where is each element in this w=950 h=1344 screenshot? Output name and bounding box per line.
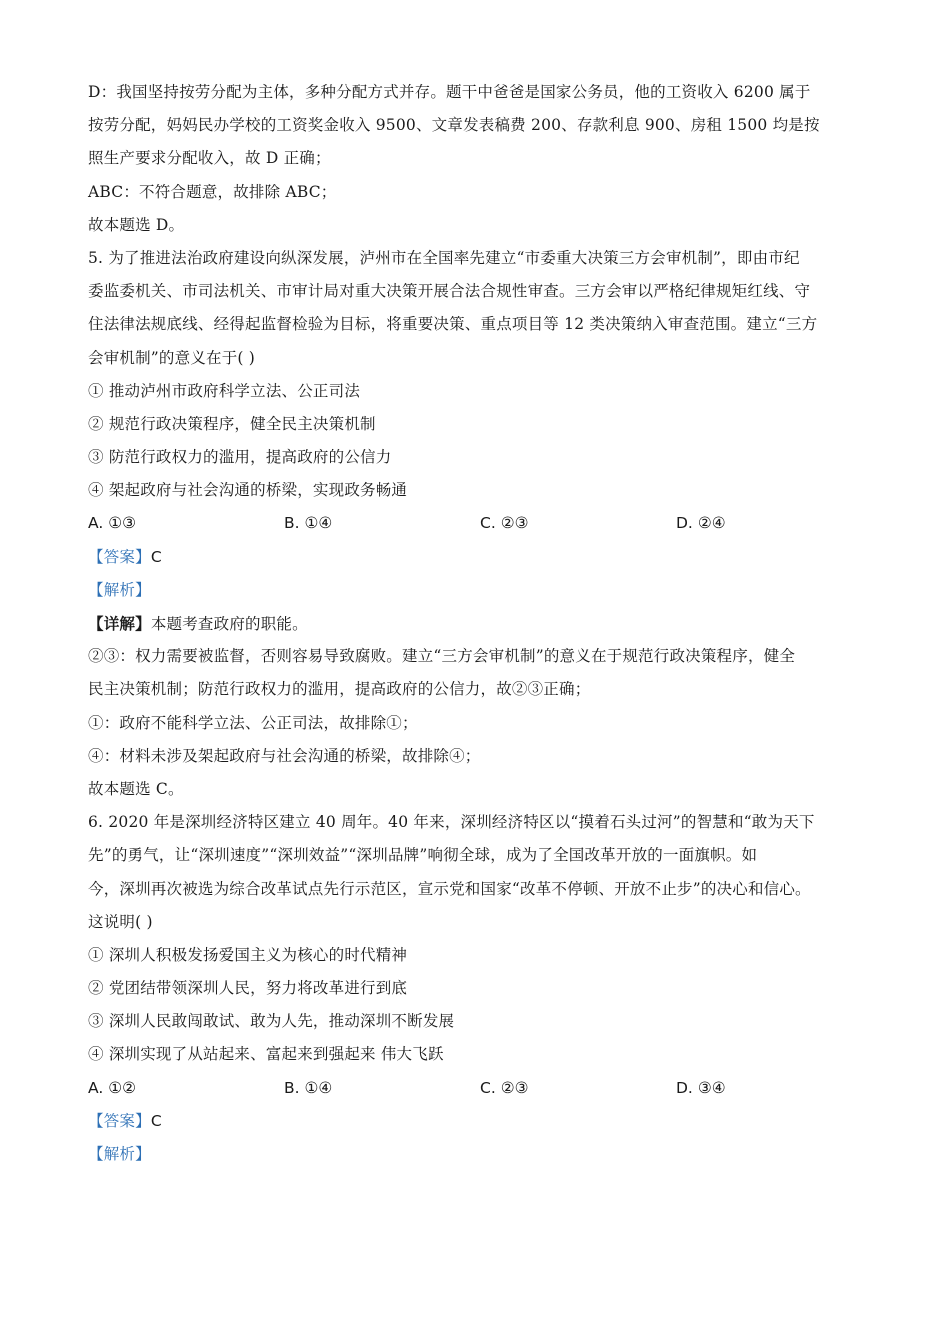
q5-option-a: A. ①③ [88, 514, 136, 533]
q6-option-a: A. ①② [88, 1078, 136, 1097]
q6-analysis-heading [88, 1138, 878, 1171]
q5-item-1: ① 推动泸州市政府科学立法、公正司法 [88, 381, 361, 400]
q6-item-1: ① 深圳人积极发扬爱国主义为核心的时代精神 [88, 945, 408, 964]
q5-option-c: C. ②③ [480, 514, 529, 533]
q5-explanation-line-1: ②③：权力需要被监督，否则容易导致腐败。建立“三方会审机制”的意义在于规范行政决策程序，健全 [88, 647, 796, 666]
q4-explanation-line-4: ABC：不符合题意，故排除 ABC； [88, 182, 337, 201]
q5-option-b: B. ①④ [284, 514, 333, 533]
document-page [88, 76, 878, 1171]
q4-explanation-line-3: 照生产要求分配收入，故 D 正确； [88, 149, 331, 168]
q5-option-d: D. ②④ [676, 514, 726, 533]
q5-options [88, 507, 878, 540]
q6-stem-line-3: 今，深圳再次被选为综合改革试点先行示范区，宣示党和国家“改革不停顿、开放不止步”的决心和信心。 [88, 879, 811, 898]
answer-tag: 【答案】 [88, 547, 151, 566]
q5-explanation-line-4: ④：材料未涉及架起政府与社会沟通的桥梁，故排除④； [88, 746, 481, 765]
answer-value: C [150, 547, 162, 566]
q5-explanation-line-3: ①：政府不能科学立法、公正司法，故排除①； [88, 713, 418, 732]
analysis-tag: 【解析】 [88, 1145, 151, 1163]
q6-stem-line-1: 6. 2020 年是深圳经济特区建立 40 周年。40 年来，深圳经济特区以“摸着石头过河”的智慧和“敢为天下 [88, 813, 815, 832]
q6-answer [88, 1105, 878, 1138]
q6-item-4: ④ 深圳实现了从站起来、富起来到强起来 伟大飞跃 [88, 1045, 444, 1064]
q5-answer [88, 541, 878, 574]
q5-item-2: ② 规范行政决策程序，健全民主决策机制 [88, 414, 376, 433]
q5-analysis-heading [88, 574, 878, 607]
q5-item-4: ④ 架起政府与社会沟通的桥梁，实现政务畅通 [88, 481, 408, 500]
q4-explanation-line-1: D：我国坚持按劳分配为主体，多种分配方式并存。题干中爸爸是国家公务员，他的工资收入 6200 属于 [88, 83, 811, 101]
q4-explanation-line-2: 按劳分配，妈妈民办学校的工资奖金收入 9500、文章发表稿费 200、存款利息 900、房租 1500 均是按 [88, 116, 820, 135]
q5-conclusion: 故本题选 C。 [88, 779, 184, 798]
q6-options [88, 1072, 878, 1105]
detail-tag: 【详解】 [88, 614, 151, 633]
analysis-tag: 【解析】 [88, 580, 151, 599]
q5-stem-line-4: 会审机制”的意义在于( ) [88, 348, 256, 367]
q6-stem-line-2: 先”的勇气，让“深圳速度”“深圳效益”“深圳品牌”响彻全球，成为了全国改革开放的一面旗帜。如 [88, 846, 758, 865]
q5-stem-line-3: 住法律法规底线、经得起监督检验为目标，将重要决策、重点项目等 12 类决策纳入审查范围。建立“三方 [88, 315, 818, 334]
q6-option-b: B. ①④ [284, 1078, 333, 1097]
q5-item-3: ③ 防范行政权力的滥用，提高政府的公信力 [88, 448, 392, 467]
answer-tag: 【答案】 [88, 1111, 151, 1130]
q5-detail: 【详解】本题考查政府的职能。 [88, 614, 308, 633]
q5-stem-line-2: 委监委机关、市司法机关、市审计局对重大决策开展合法合规性审查。三方会审以严格纪律规矩红线、守 [88, 282, 811, 301]
q5-stem-line-1: 5. 为了推进法治政府建设向纵深发展，泸州市在全国率先建立“市委重大决策三方会审机制”，即由市纪 [88, 248, 800, 267]
q6-option-c: C. ②③ [480, 1078, 529, 1097]
q6-option-d: D. ③④ [676, 1078, 726, 1097]
q4-conclusion: 故本题选 D。 [88, 215, 185, 234]
q6-stem-line-4: 这说明( ) [88, 912, 153, 931]
answer-value: C [150, 1111, 162, 1130]
q6-item-3: ③ 深圳人民敢闯敢试、敢为人先，推动深圳不断发展 [88, 1012, 455, 1031]
q5-explanation-line-2: 民主决策机制；防范行政权力的滥用，提高政府的公信力，故②③正确； [88, 680, 591, 699]
q6-item-2: ② 党团结带领深圳人民，努力将改革进行到底 [88, 979, 408, 998]
